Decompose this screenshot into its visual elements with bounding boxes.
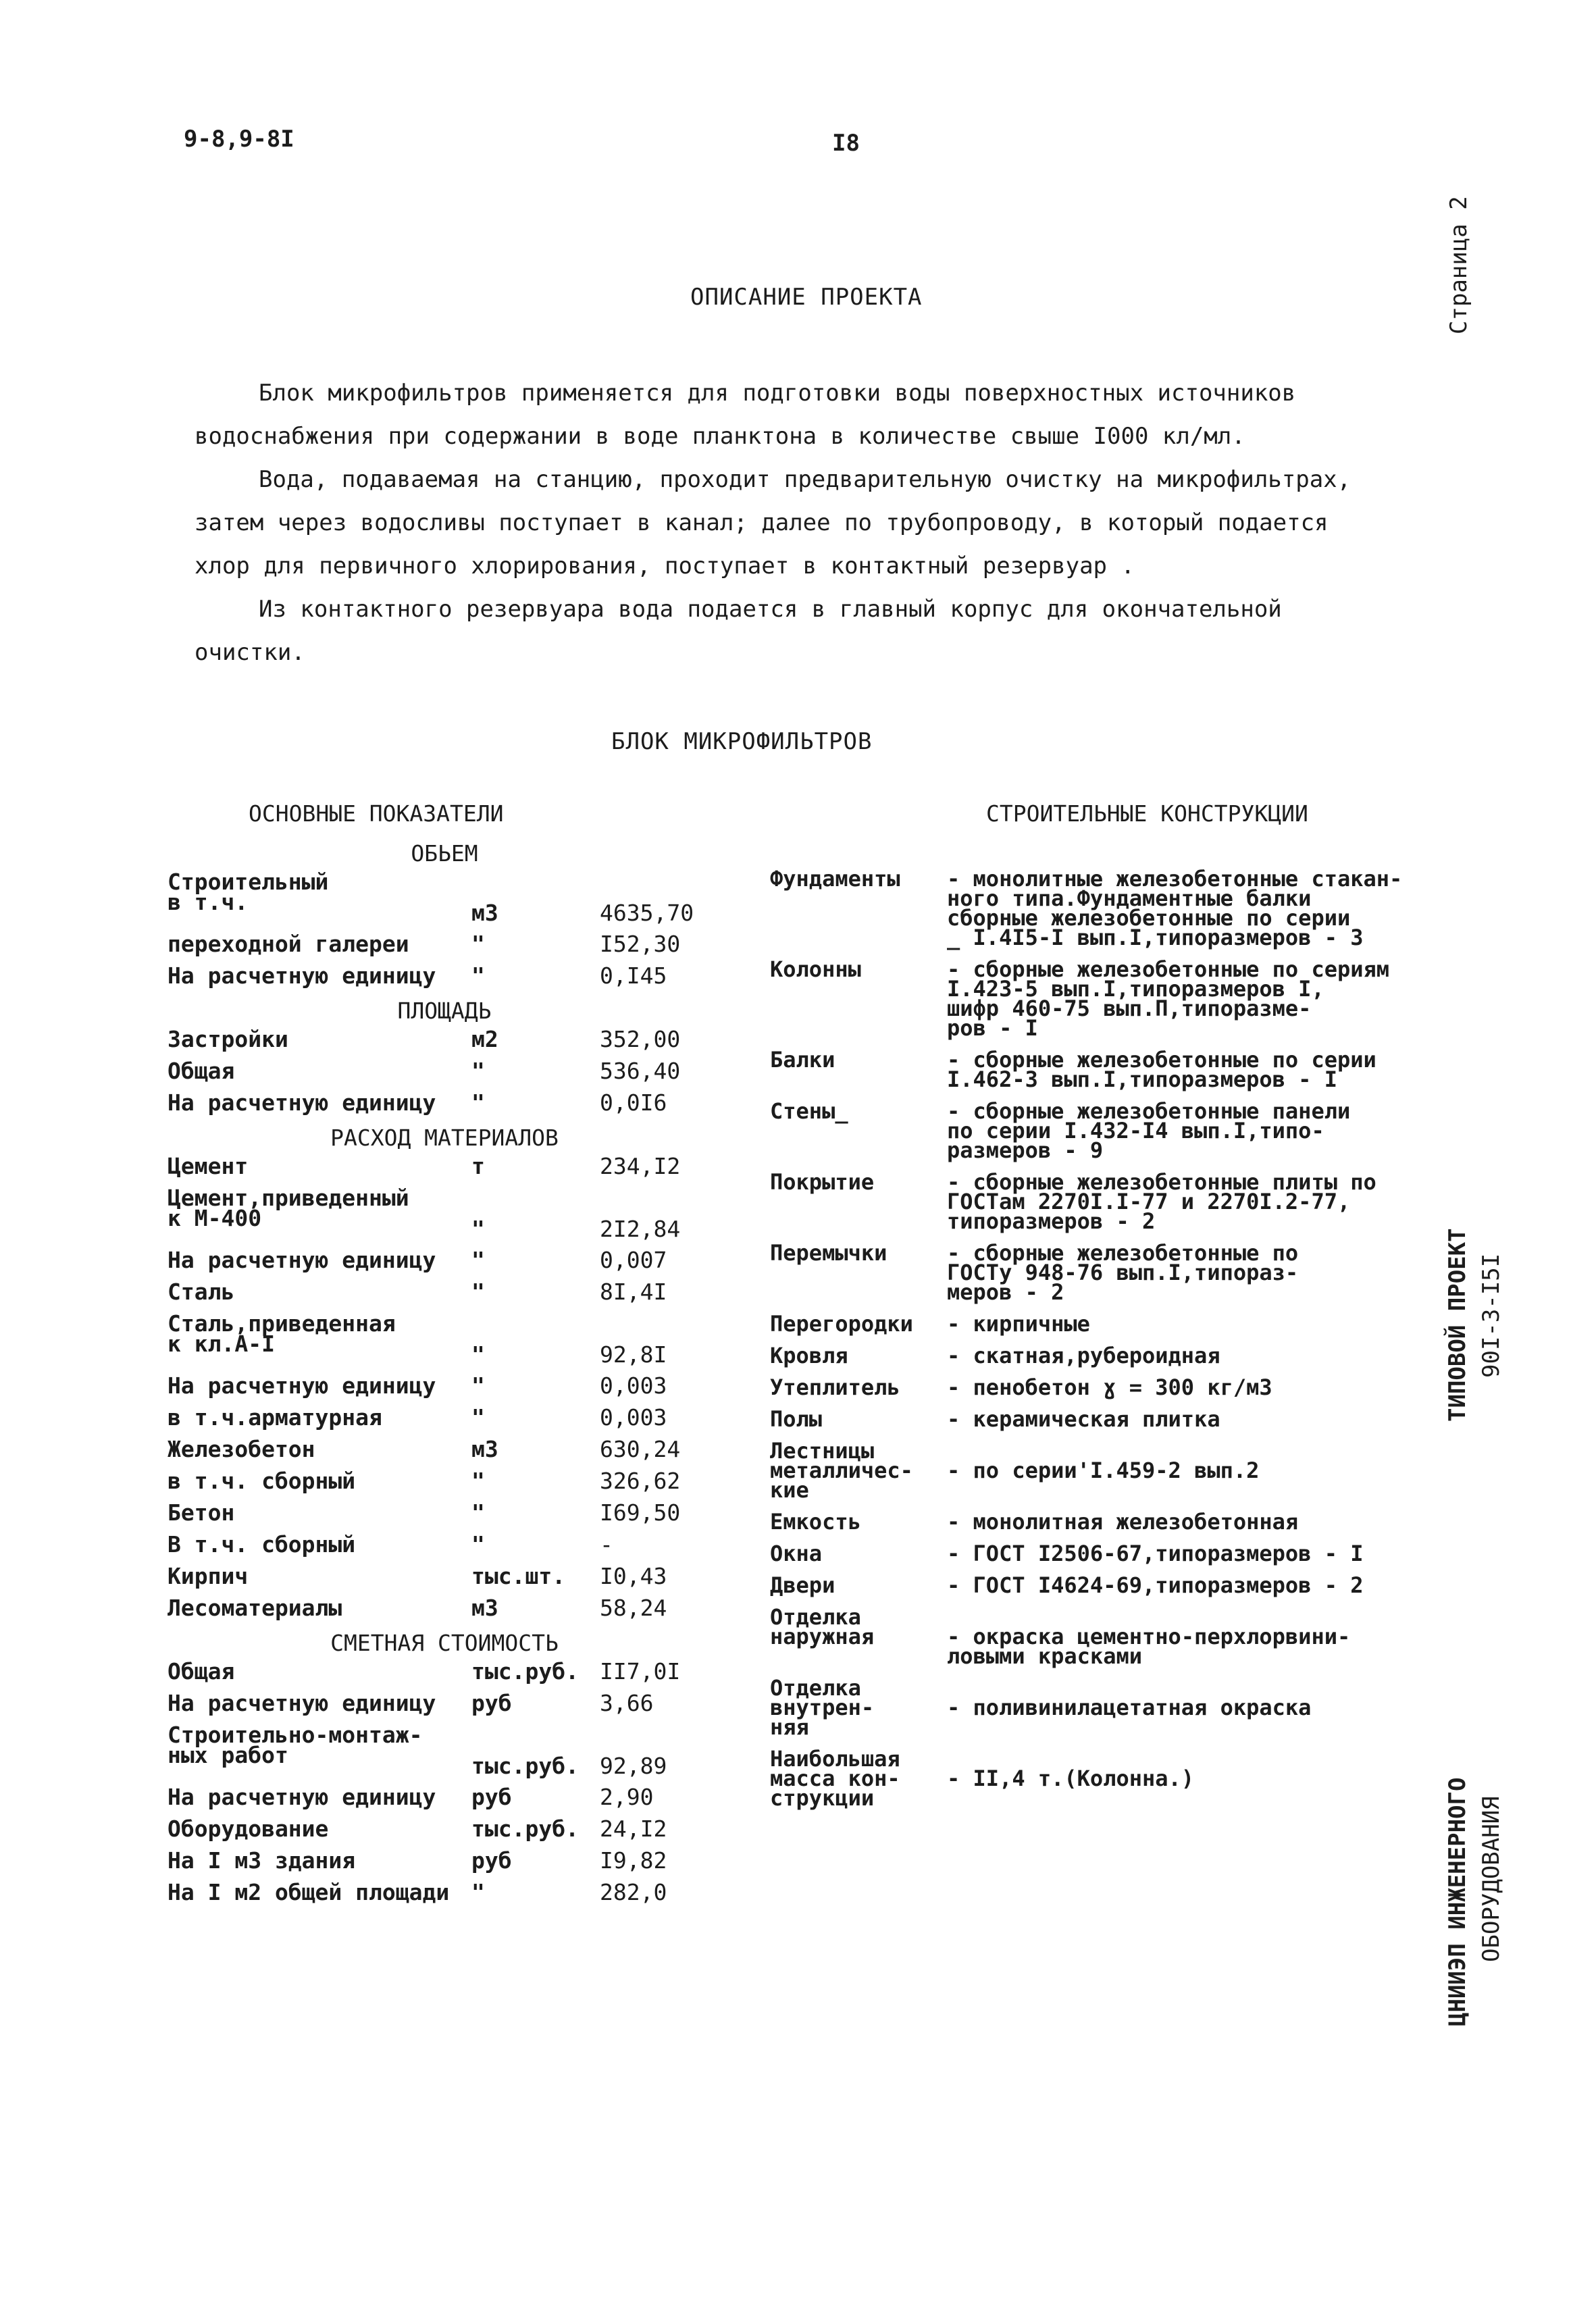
- indicator-unit: м3: [471, 900, 498, 926]
- indicator-row: [168, 1153, 708, 1188]
- indicator-value: 4635,70: [600, 900, 694, 926]
- construction-name: Стены_: [770, 1098, 848, 1124]
- indicator-name: Цемент,приведенный к М-400: [168, 1185, 409, 1231]
- doc-code: 9-8,9-8I: [184, 126, 294, 153]
- margin-org-line2: ОБОРУДОВАНИЯ: [1478, 1796, 1505, 1962]
- construction-name: Окна: [770, 1541, 823, 1566]
- indicator-row: [168, 1247, 708, 1282]
- indicator-value: 58,24: [600, 1595, 667, 1621]
- indicator-unit: ": [471, 1247, 485, 1273]
- indicator-value: 0,I45: [600, 962, 667, 989]
- indicator-value: 92,8I: [600, 1341, 667, 1368]
- indicator-unit: ": [471, 1216, 485, 1242]
- margin-project-code: 90I-3-I5I: [1478, 1253, 1505, 1378]
- margin-org-line1: ЦНИИЭП ИНЖЕНЕРНОГО: [1444, 1777, 1471, 2026]
- indicators-table: [168, 840, 708, 1914]
- construction-description: - ГОСТ I2506-67,типоразмеров - I: [947, 1541, 1364, 1566]
- block-title: БЛОК МИКРОФИЛЬТРОВ: [611, 728, 873, 755]
- indicator-unit: руб: [471, 1847, 512, 1874]
- indicator-row: [168, 1310, 708, 1376]
- description-title: ОПИСАНИЕ ПРОЕКТА: [690, 284, 923, 311]
- indicator-name: Бетон: [168, 1499, 235, 1526]
- indicator-unit: руб: [471, 1784, 512, 1810]
- construction-description: - монолитные железобетонные стакан- ного типа.Фундаментные балки сборные железобетонные по серии _ I.4I5-I вып.I,типоразмеров - 3: [947, 866, 1403, 950]
- construction-name: Отделка наружная: [770, 1604, 875, 1649]
- description-paragraph: Блок микрофильтров применяется для подготовки воды поверхностных источников водоснабжения при содержании в воде планктона в количестве свыше I000 кл/мл.: [195, 380, 1296, 450]
- construction-name: Кровля: [770, 1343, 848, 1368]
- indicator-row: [168, 1563, 708, 1598]
- indicator-name: На I м3 здания: [168, 1847, 356, 1874]
- construction-description: - сборные железобетонные по ГОСТу 948-76 вып.I,типораз- меров - 2: [947, 1240, 1299, 1305]
- indicator-name: Цемент: [168, 1153, 249, 1179]
- indicators-section-title: ПЛОЩАДЬ: [397, 998, 492, 1024]
- construction-row: [770, 1343, 1459, 1378]
- construction-row: [770, 1240, 1459, 1314]
- construction-row: [770, 1311, 1459, 1346]
- indicator-row: [168, 1279, 708, 1314]
- indicator-unit: тыс.руб.: [471, 1816, 579, 1842]
- construction-name: Полы: [770, 1406, 823, 1432]
- construction-row: [770, 1098, 1459, 1173]
- indicator-value: I0,43: [600, 1563, 667, 1589]
- construction-name: Балки: [770, 1047, 835, 1073]
- page-number: I8: [832, 130, 860, 157]
- construction-description: - окраска цементно-перхлорвини- ловыми красками: [947, 1624, 1351, 1669]
- construction-row: [770, 1374, 1459, 1410]
- indicator-value: 326,62: [600, 1468, 681, 1494]
- construction-description: - кирпичные: [947, 1311, 1090, 1337]
- indicator-row: [168, 962, 708, 998]
- indicator-unit: тыс.руб.: [471, 1658, 579, 1685]
- indicators-section-title: СМЕТНАЯ СТОИМОСТЬ: [330, 1630, 559, 1656]
- indicators-section-title: ОБЬЕМ: [411, 840, 478, 867]
- construction-row: [770, 1541, 1459, 1576]
- construction-row: [770, 1604, 1459, 1678]
- indicator-name: На I м2 общей площади: [168, 1879, 450, 1905]
- construction-row: [770, 1438, 1459, 1512]
- indicator-row: [168, 1026, 708, 1061]
- indicator-name: Кирпич: [168, 1563, 249, 1589]
- indicator-name: На расчетную единицу: [168, 1247, 436, 1273]
- indicators-heading: ОСНОВНЫЕ ПОКАЗАТЕЛИ: [249, 800, 504, 827]
- indicator-unit: м3: [471, 1436, 498, 1462]
- indicator-row: [168, 1595, 708, 1630]
- constructions-table: [770, 866, 1459, 1820]
- indicator-value: 0,0I6: [600, 1089, 667, 1116]
- construction-name: Утеплитель: [770, 1374, 900, 1400]
- indicator-unit: ": [471, 962, 485, 989]
- construction-name: Колонны: [770, 956, 861, 982]
- indicator-value: I69,50: [600, 1499, 681, 1526]
- construction-description: - ГОСТ I4624-69,типоразмеров - 2: [947, 1572, 1364, 1598]
- construction-name: Перемычки: [770, 1240, 887, 1266]
- construction-description: - по серии'I.459-2 вып.2: [947, 1458, 1260, 1483]
- indicator-value: 2,90: [600, 1784, 654, 1810]
- indicator-unit: ": [471, 1404, 485, 1431]
- indicator-unit: т: [471, 1153, 485, 1179]
- indicator-value: 3,66: [600, 1690, 654, 1716]
- construction-name: Емкость: [770, 1509, 861, 1535]
- indicator-row: [168, 1658, 708, 1693]
- indicator-value: 234,I2: [600, 1153, 681, 1179]
- construction-name: Отделка внутрен- няя: [770, 1675, 875, 1740]
- construction-name: Перегородки: [770, 1311, 913, 1337]
- construction-description: - скатная,рубероидная: [947, 1343, 1220, 1368]
- indicator-value: I9,82: [600, 1847, 667, 1874]
- indicator-row: [168, 1185, 708, 1250]
- indicator-row: [168, 1722, 708, 1787]
- construction-name: Покрытие: [770, 1169, 875, 1195]
- construction-description: - сборные железобетонные плиты по ГОСТам 2270I.I-77 и 2270I.2-77, типоразмеров - 2: [947, 1169, 1376, 1234]
- indicator-value: 630,24: [600, 1436, 681, 1462]
- construction-description: - пенобетон ɣ = 300 кг/м3: [947, 1374, 1272, 1400]
- construction-row: [770, 866, 1459, 960]
- construction-row: [770, 956, 1459, 1050]
- indicator-unit: м2: [471, 1026, 498, 1052]
- construction-description: - II,4 т.(Колонна.): [947, 1766, 1195, 1791]
- indicator-row: [168, 1816, 708, 1851]
- construction-name: Наибольшая масса кон- струкции: [770, 1746, 900, 1811]
- indicator-unit: ": [471, 1279, 485, 1305]
- indicator-name: Застройки: [168, 1026, 288, 1052]
- indicator-name: Лесоматериалы: [168, 1595, 342, 1621]
- indicator-value: 2I2,84: [600, 1216, 681, 1242]
- indicator-name: Общая: [168, 1658, 235, 1685]
- indicator-name: На расчетную единицу: [168, 1690, 436, 1716]
- construction-row: [770, 1746, 1459, 1820]
- indicator-name: На расчетную единицу: [168, 1784, 436, 1810]
- indicator-value: II7,0I: [600, 1658, 681, 1685]
- indicator-unit: тыс.руб.: [471, 1753, 579, 1779]
- indicator-name: в т.ч. сборный: [168, 1468, 356, 1494]
- indicators-section-title: РАСХОД МАТЕРИАЛОВ: [330, 1125, 559, 1151]
- indicator-row: [168, 931, 708, 966]
- indicator-name: Строительный в т.ч.: [168, 869, 329, 915]
- construction-description: - поливинилацетатная окраска: [947, 1695, 1312, 1720]
- indicator-name: На расчетную единицу: [168, 1372, 436, 1399]
- indicator-unit: руб: [471, 1690, 512, 1716]
- indicator-name: Сталь,приведенная к кл.А-I: [168, 1310, 396, 1357]
- indicator-name: На расчетную единицу: [168, 1089, 436, 1116]
- construction-name: Лестницы металличес- кие: [770, 1438, 913, 1503]
- description-paragraph: Из контактного резервуара вода подается в главный корпус для окончательной очистки.: [195, 596, 1282, 666]
- indicator-value: 24,I2: [600, 1816, 667, 1842]
- construction-description: - керамическая плитка: [947, 1406, 1220, 1432]
- indicator-unit: ": [471, 1499, 485, 1526]
- indicator-row: [168, 1404, 708, 1439]
- indicator-unit: ": [471, 1089, 485, 1116]
- indicator-unit: ": [471, 1058, 485, 1084]
- indicator-value: I52,30: [600, 931, 681, 957]
- construction-description: - сборные железобетонные панели по серии I.432-I4 вып.I,типо- размеров - 9: [947, 1098, 1351, 1163]
- indicator-value: 352,00: [600, 1026, 681, 1052]
- indicator-name: Общая: [168, 1058, 235, 1084]
- indicator-unit: тыс.шт.: [471, 1563, 566, 1589]
- indicator-unit: ": [471, 1341, 485, 1368]
- indicator-row: [168, 1784, 708, 1819]
- indicator-unit: ": [471, 1879, 485, 1905]
- indicator-row: [168, 1089, 708, 1125]
- indicator-unit: ": [471, 1372, 485, 1399]
- indicator-unit: м3: [471, 1595, 498, 1621]
- indicator-row: [168, 1690, 708, 1725]
- indicator-row: [168, 869, 708, 934]
- indicator-unit: ": [471, 931, 485, 957]
- construction-row: [770, 1169, 1459, 1243]
- indicator-name: переходной галереи: [168, 931, 409, 957]
- indicator-row: [168, 1058, 708, 1093]
- indicator-value: 92,89: [600, 1753, 667, 1779]
- indicator-name: В т.ч. сборный: [168, 1531, 356, 1558]
- indicator-unit: ": [471, 1531, 485, 1558]
- indicator-row: [168, 1468, 708, 1503]
- margin-page-label: Страница 2: [1445, 196, 1472, 334]
- indicator-name: Строительно-монтаж- ных работ: [168, 1722, 423, 1768]
- indicator-unit: ": [471, 1468, 485, 1494]
- indicator-row: [168, 1879, 708, 1914]
- description-text: [195, 371, 1356, 674]
- indicator-row: [168, 1436, 708, 1471]
- indicator-name: Железобетон: [168, 1436, 315, 1462]
- constructions-heading: СТРОИТЕЛЬНЫЕ КОНСТРУКЦИИ: [986, 800, 1308, 827]
- indicator-row: [168, 1847, 708, 1882]
- indicator-value: 0,007: [600, 1247, 667, 1273]
- indicator-name: Сталь: [168, 1279, 235, 1305]
- indicator-name: Оборудование: [168, 1816, 329, 1842]
- margin-project-label: ТИПОВОЙ ПРОЕКТ: [1444, 1228, 1471, 1422]
- construction-row: [770, 1572, 1459, 1608]
- construction-description: - сборные железобетонные по сериям I.423-5 вып.I,типоразмеров I, шифр 460-75 вып.П,типоразме- ров - I: [947, 956, 1390, 1041]
- indicator-value: 8I,4I: [600, 1279, 667, 1305]
- construction-row: [770, 1406, 1459, 1441]
- indicator-row: [168, 1372, 708, 1408]
- construction-row: [770, 1675, 1459, 1749]
- indicator-value: -: [600, 1531, 613, 1558]
- indicator-name: в т.ч.арматурная: [168, 1404, 382, 1431]
- indicator-value: 0,003: [600, 1404, 667, 1431]
- construction-name: Двери: [770, 1572, 835, 1598]
- construction-description: - сборные железобетонные по серии I.462-3 вып.I,типоразмеров - I: [947, 1047, 1376, 1092]
- indicator-row: [168, 1499, 708, 1535]
- construction-row: [770, 1047, 1459, 1102]
- indicator-name: На расчетную единицу: [168, 962, 436, 989]
- indicator-value: 536,40: [600, 1058, 681, 1084]
- indicator-value: 0,003: [600, 1372, 667, 1399]
- construction-row: [770, 1509, 1459, 1544]
- description-paragraph: Вода, подаваемая на станцию, проходит предварительную очистку на микрофильтрах, затем через водосливы поступает в канал; далее по трубопроводу, в который подается хлор для первичного хлорирования, поступает в контактный резервуар .: [195, 466, 1352, 580]
- indicator-value: 282,0: [600, 1879, 667, 1905]
- indicator-row: [168, 1531, 708, 1566]
- construction-description: - монолитная железобетонная: [947, 1509, 1299, 1535]
- construction-name: Фундаменты: [770, 866, 900, 892]
